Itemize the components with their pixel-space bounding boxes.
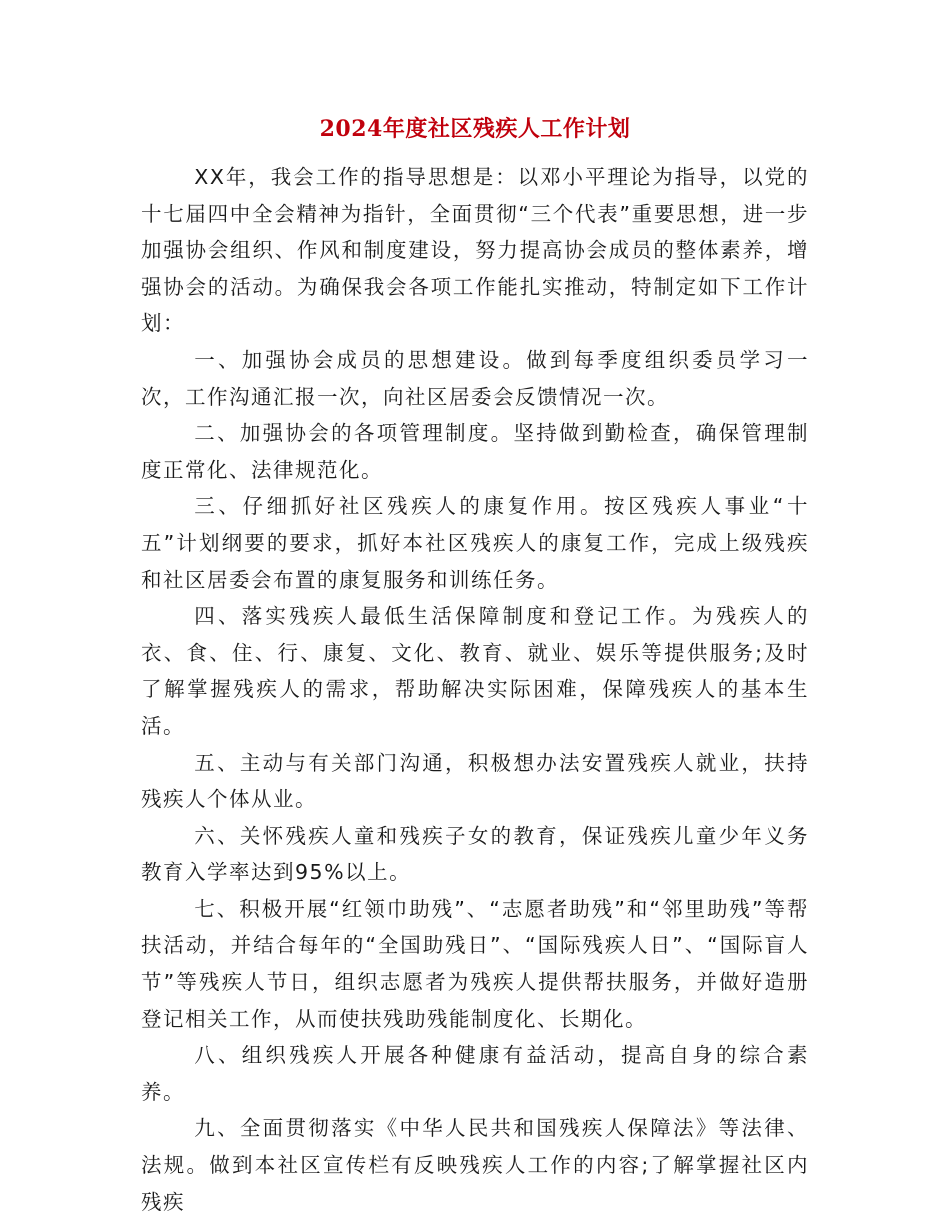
paragraph-item-7: 七、积极开展“红领巾助残”、“志愿者助残”和“邻里助残”等帮扶活动，并结合每年的“全国助残日”、“国际残疾人日”、“国际盲人节”等残疾人节日，组织志愿者为残疾人提供帮扶服务，并做好造册登记相关工作，从而使扶残助残能制度化、长期化。 xyxy=(141,896,809,1031)
paragraph-item-2: 二、加强协会的各项管理制度。坚持做到勤检查，确保管理制度正常化、法律规范化。 xyxy=(141,421,809,482)
paragraph-intro: XX年，我会工作的指导思想是：以邓小平理论为指导，以党的十七届四中全会精神为指针，全面贯彻“三个代表”重要思想，进一步加强协会组织、作风和制度建设，努力提高协会成员的整体素养，增强协会的活动。为确保我会各项工作能扎实推动，特制定如下工作计划： xyxy=(141,165,809,336)
paragraph-item-6: 六、关怀残疾人童和残疾子女的教育，保证残疾儿童少年义务教育入学率达到95%以上。 xyxy=(141,823,809,885)
paragraph-item-3: 三、仔细抓好社区残疾人的康复作用。按区残疾人事业“十五”计划纲要的要求，抓好本社区残疾人的康复工作，完成上级残疾和社区居委会布置的康复服务和训练任务。 xyxy=(141,494,809,592)
paragraph-item-9: 九、全面贯彻落实《中华人民共和国残疾人保障法》等法律、法规。做到本社区宣传栏有反映残疾人工作的内容;了解掌握社区内残疾 xyxy=(141,1116,809,1214)
document-title: 2024年度社区残疾人工作计划 xyxy=(319,116,631,142)
paragraph-item-4: 四、落实残疾人最低生活保障制度和登记工作。为残疾人的衣、食、住、行、康复、文化、教育、就业、娱乐等提供服务;及时了解掌握残疾人的需求，帮助解决实际困难，保障残疾人的基本生活。 xyxy=(141,604,809,738)
paragraph-item-8: 八、组织残疾人开展各种健康有益活动，提高自身的综合素养。 xyxy=(141,1043,809,1104)
paragraph-item-5: 五、主动与有关部门沟通，积极想办法安置残疾人就业，扶持残疾人个体从业。 xyxy=(141,750,809,812)
paragraph-item-1: 一、加强协会成员的思想建设。做到每季度组织委员学习一次，工作沟通汇报一次，向社区居委会反馈情况一次。 xyxy=(141,347,809,409)
document-body xyxy=(141,159,809,1220)
